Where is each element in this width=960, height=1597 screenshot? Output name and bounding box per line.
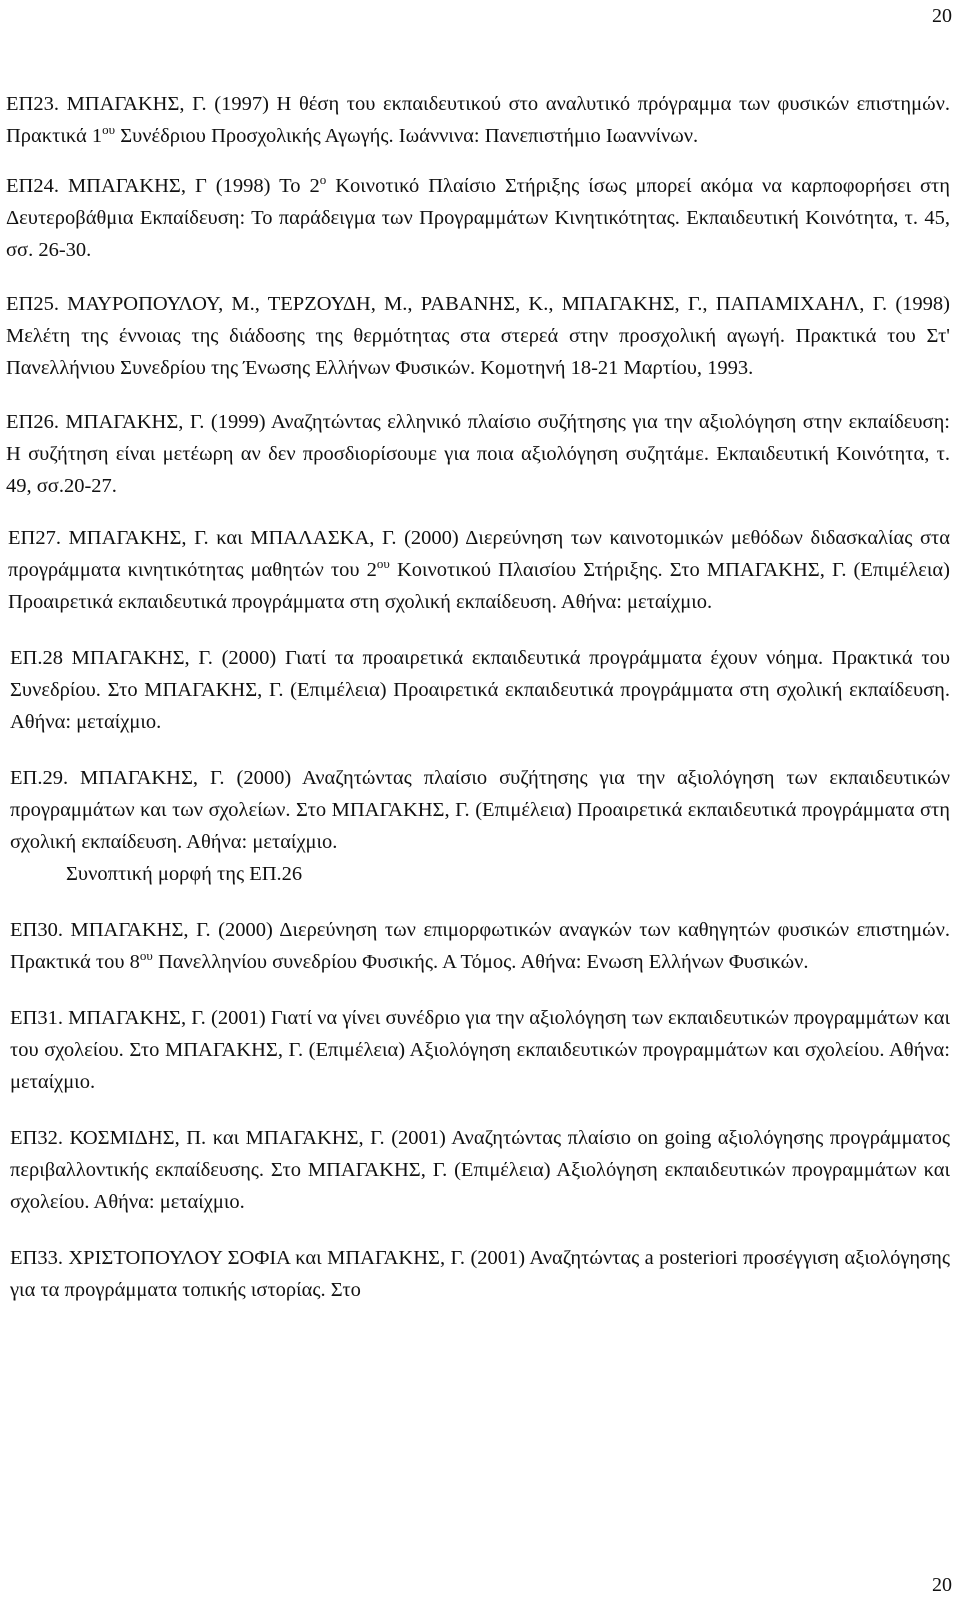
page-number-top: 20 (932, 5, 952, 27)
entry-text: Πανελληνίου συνεδρίου Φυσικής. Α Τόμος. Αθήνα: Ενωση Ελλήνων Φυσικών. (152, 951, 809, 973)
entry-text: ΕΠ24. ΜΠΑΓΑΚΗΣ, Γ (1998) Το 2 (6, 175, 320, 197)
bibliography-entry-ep30 (6, 914, 950, 978)
entry-text: Συνέδριου Προσχολικής Αγωγής. Ιωάννινα: Πανεπιστήμιο Ιωαννίνων. (115, 125, 699, 147)
bibliography-entry-ep28: ΕΠ.28 ΜΠΑΓΑΚΗΣ, Γ. (2000) Γιατί τα προαιρετικά εκπαιδευτικά προγράμματα έχουν νόημα. Πρακτικά του Συνεδρίου. Στο ΜΠΑΓΑΚΗΣ, Γ. (Επιμέλεια) Προαιρετικά εκπαιδευτικά προγράμματα στη σχολική εκπαίδευση. Αθήνα: μεταίχμιο. (10, 647, 950, 733)
bibliography-entry-ep24 (6, 170, 950, 266)
bibliography-entry-ep23 (6, 88, 950, 152)
entry-text: ΕΠ23. ΜΠΑΓΑΚΗΣ, Γ. (1997) Η θέση του εκπαιδευτικού στο αναλυτικό πρόγραμμα των φυσικών επιστημών. Πρακτικά 1 (6, 93, 950, 147)
bibliography-entry-ep25: ΕΠ25. ΜΑΥΡΟΠΟΥΛΟΥ, Μ., ΤΕΡΖΟΥΔΗ, Μ., ΡΑΒΑΝΗΣ, Κ., ΜΠΑΓΑΚΗΣ, Γ., ΠΑΠΑΜΙΧΑΗΛ, Γ. (1998) Μελέτη της έννοιας της διάδοσης της θερμότητας στα στερεά στην προσχολική αγωγή. Πρακτικά του Στ' Πανελλήνιου Συνεδρίου της Ένωσης Ελλήνων Φυσικών. Κομοτηνή 18-21 Μαρτίου, 1993. (6, 293, 950, 379)
bibliography-entry-ep29 (6, 762, 950, 890)
bibliography-entry-ep26: ΕΠ26. ΜΠΑΓΑΚΗΣ, Γ. (1999) Αναζητώντας ελληνικό πλαίσιο συζήτησης για την αξιολόγηση στην εκπαίδευση: Η συζήτηση είναι μετέωρη αν δεν προσδιορίσουμε για ποια αξιολόγηση συζητάμε. Εκπαιδευτική Κοινότητα, τ. 49, σσ.20-27. (6, 411, 950, 497)
superscript: ου (139, 948, 153, 964)
page-number-bottom: 20 (932, 1574, 952, 1596)
bibliography-entry-ep32: ΕΠ32. ΚΟΣΜΙΔΗΣ, Π. και ΜΠΑΓΑΚΗΣ, Γ. (2001) Αναζητώντας πλαίσιο on going αξιολόγησης προγράμματος περιβαλλοντικής εκπαίδευσης. Στο ΜΠΑΓΑΚΗΣ, Γ. (Επιμέλεια) Αξιολόγηση εκπαιδευτικών προγραμμάτων και σχολείου. Αθήνα: μεταίχμιο. (10, 1127, 950, 1213)
superscript: ο (319, 172, 327, 188)
entry-text: ΕΠ27. ΜΠΑΓΑΚΗΣ, Γ. και ΜΠΑΛΑΣΚΑ, Γ. (2000) Διερεύνηση των καινοτομικών μεθόδων διδασκαλίας στα προγράμματα κινητικότητας μαθητών του 2 (8, 527, 950, 581)
superscript: ου (376, 556, 390, 572)
bibliography-entry-ep33: ΕΠ33. ΧΡΙΣΤΟΠΟΥΛΟΥ ΣΟΦΙΑ και ΜΠΑΓΑΚΗΣ, Γ. (2001) Αναζητώντας a posteriori προσέγγιση αξιολόγησης για τα προγράμματα τοπικής ιστορίας. Στο (10, 1247, 950, 1301)
superscript: ου (102, 122, 116, 138)
bibliography-list (6, 88, 950, 1306)
entry-text: ΕΠ30. ΜΠΑΓΑΚΗΣ, Γ. (2000) Διερεύνηση των επιμορφωτικών αναγκών των καθηγητών φυσικών επιστημών. Πρακτικά του 8 (10, 919, 950, 973)
entry-text: Κοινοτικό Πλαίσιο Στήριξης ίσως μπορεί ακόμα να καρποφορήσει στη Δευτεροβάθμια Εκπαίδευση: Το παράδειγμα των Προγραμμάτων Κινητικότητας. Εκπαιδευτική Κοινότητα, τ. 45, σσ. 26-30. (6, 175, 951, 261)
bibliography-entry-ep31: ΕΠ31. ΜΠΑΓΑΚΗΣ, Γ. (2001) Γιατί να γίνει συνέδριο για την αξιολόγηση των εκπαιδευτικών προγραμμάτων και του σχολείου. Στο ΜΠΑΓΑΚΗΣ, Γ. (Επιμέλεια) Αξιολόγηση εκπαιδευτικών προγραμμάτων και σχολείου. Αθήνα: μεταίχμιο. (10, 1007, 950, 1093)
entry-summary-note: Συνοπτική μορφή της ΕΠ.26 (66, 863, 303, 885)
entry-text: Κοινοτικού Πλαισίου Στήριξης. Στο ΜΠΑΓΑΚΗΣ, Γ. (Επιμέλεια) Προαιρετικά εκπαιδευτικά προγράμματα στη σχολική εκπαίδευση. Αθήνα: μεταίχμιο. (8, 559, 950, 613)
entry-text: ΕΠ.29. ΜΠΑΓΑΚΗΣ, Γ. (2000) Αναζητώντας πλαίσιο συζήτησης για την αξιολόγηση των εκπαιδευτικών προγραμμάτων και των σχολείων. Στο ΜΠΑΓΑΚΗΣ, Γ. (Επιμέλεια) Προαιρετικά εκπαιδευτικά προγράμματα στη σχολική εκπαίδευση. Αθήνα: μεταίχμιο. (10, 767, 950, 853)
bibliography-entry-ep27 (6, 522, 950, 618)
